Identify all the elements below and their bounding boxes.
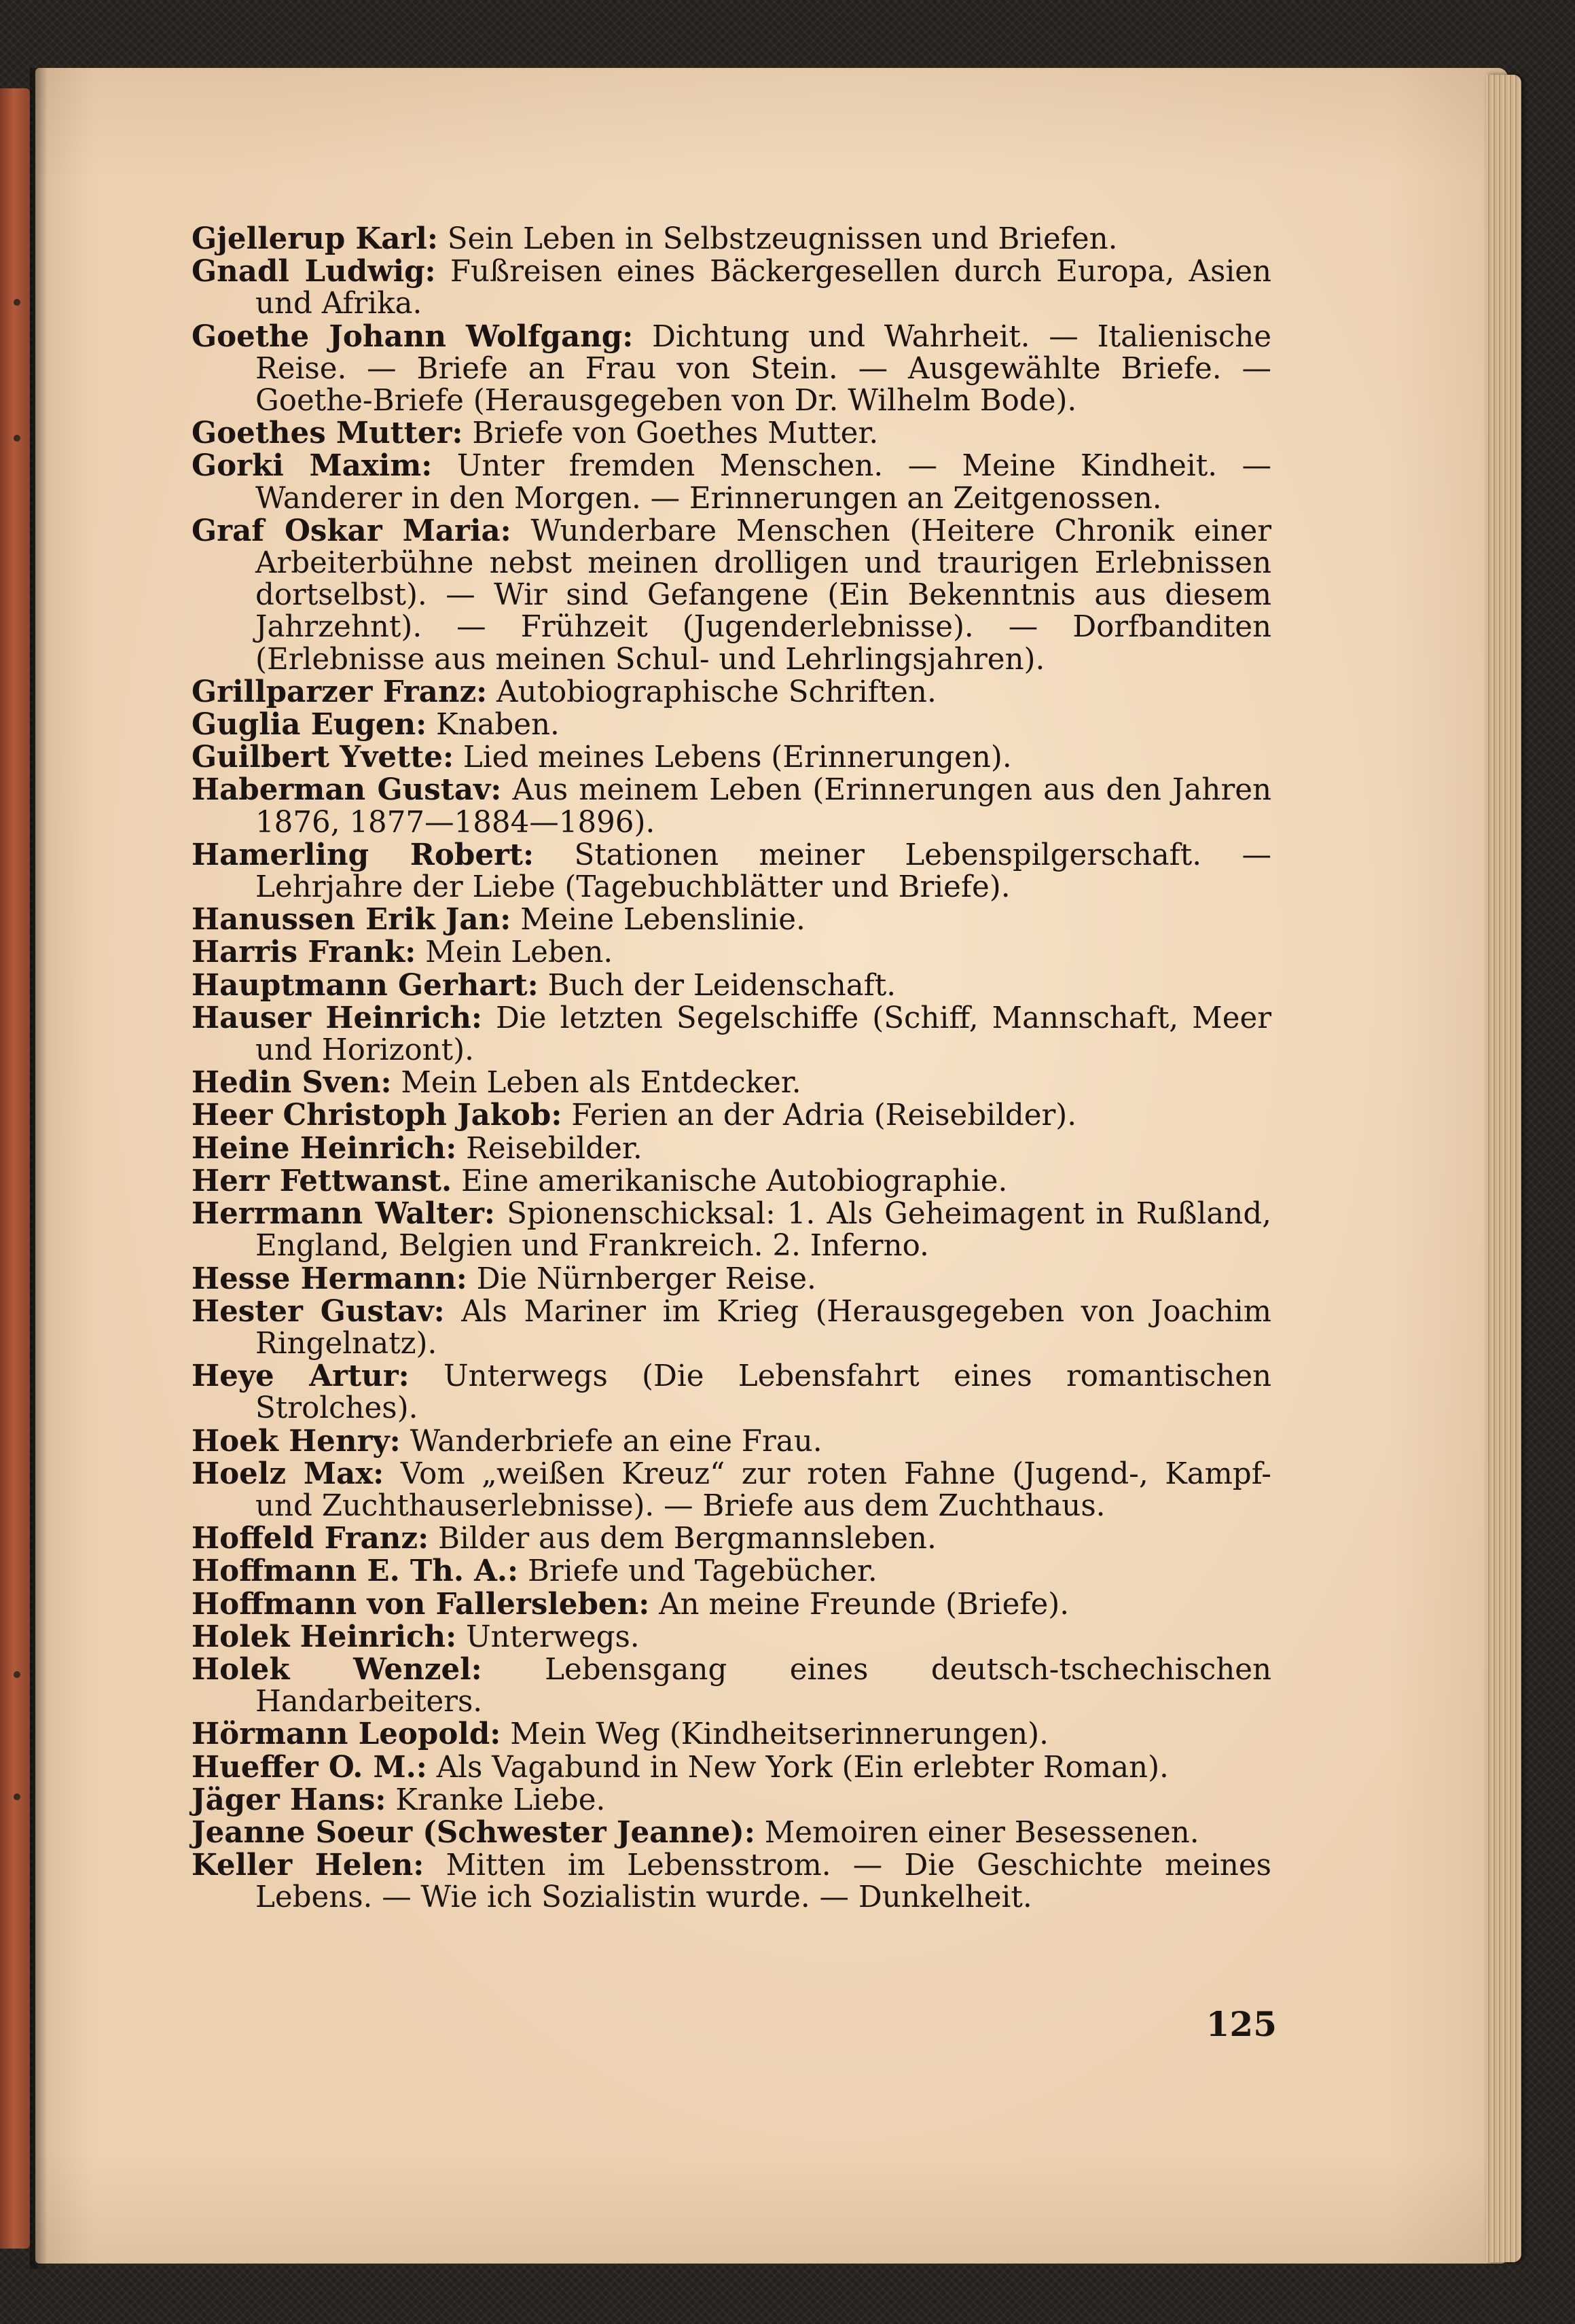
bibliography-entry xyxy=(192,1751,1271,1784)
bibliography-entry xyxy=(192,1588,1271,1621)
entry-works: Briefe von Goethes Mutter. xyxy=(472,416,879,451)
entry-author: Goethes Mutter: xyxy=(192,416,463,451)
entry-author: Guglia Eugen: xyxy=(192,707,427,743)
entry-works: Reisebilder. xyxy=(466,1131,642,1166)
bibliography-entry xyxy=(192,904,1271,936)
page-number: 125 xyxy=(1206,2004,1277,2044)
bibliography-entry xyxy=(192,1099,1271,1132)
entry-author: Hoffmann von Fallersleben: xyxy=(192,1586,650,1622)
entry-author: Goethe Johann Wolfgang: xyxy=(192,319,634,354)
entry-author: Herr Fettwanst. xyxy=(192,1163,452,1198)
bibliography-entry xyxy=(192,417,1271,450)
bibliography-entry xyxy=(192,1784,1271,1817)
entry-works: Sein Leben in Selbstzeugnissen und Briefen. xyxy=(447,222,1118,256)
entry-author: Hester Gustav: xyxy=(192,1293,445,1329)
binding-hole xyxy=(14,435,20,442)
bibliography-entry xyxy=(192,515,1271,676)
entry-author: Hesse Hermann: xyxy=(192,1261,467,1296)
entry-works: Als Vagabund in New York (Ein erlebter Roman). xyxy=(436,1750,1169,1785)
entry-author: Hueffer O. M.: xyxy=(192,1749,427,1785)
entry-works: Unterwegs. xyxy=(465,1620,640,1654)
bibliography-entry xyxy=(192,450,1271,514)
entry-author: Hauser Heinrich: xyxy=(192,1000,482,1035)
entry-author: Hedin Sven: xyxy=(192,1065,392,1101)
binding-hole xyxy=(14,1793,20,1800)
bibliography-entry xyxy=(192,223,1271,255)
entry-works: Die Nürnberger Reise. xyxy=(476,1262,816,1296)
bibliography-entry xyxy=(192,1814,1271,1850)
bibliography-entry xyxy=(192,741,1271,774)
entry-works: An meine Freunde (Briefe). xyxy=(659,1587,1070,1622)
entry-author: Graf Oskar Maria: xyxy=(192,513,511,548)
spine-shadow xyxy=(30,68,48,2269)
entry-author: Heer Christoph Jakob: xyxy=(192,1098,562,1133)
bibliography-list xyxy=(192,223,1271,1914)
bibliography-entry xyxy=(192,1458,1271,1522)
entry-works: Memoiren einer Besessenen. xyxy=(764,1815,1199,1850)
bibliography-entry xyxy=(192,676,1271,709)
entry-author: Hauptmann Gerhart: xyxy=(192,967,539,1003)
bibliography-entry xyxy=(192,1718,1271,1751)
entry-author: Gorki Maxim: xyxy=(192,448,433,484)
entry-works: Autobiographische Schriften. xyxy=(496,675,937,709)
entry-works: Spionenschicksal: 1. Als Geheimagent in Rußland, England, Belgien und Frankreich. 2. Inferno. xyxy=(255,1197,1271,1264)
previous-page-edge xyxy=(0,88,30,2249)
entry-works: Unter fremden Menschen. — Meine Kindheit. — Wanderer in den Morgen. — Erinnerungen an Zeitgenossen. xyxy=(255,449,1271,516)
entry-author: Gnadl Ludwig: xyxy=(192,254,436,289)
entry-author: Haberman Gustav: xyxy=(192,772,502,808)
entry-works: Vom „weißen Kreuz“ zur roten Fahne (Jugend-, Kampf- und Zuchthauserlebnisse). — Briefe aus dem Zuchthaus. xyxy=(255,1456,1271,1523)
bibliography-entry xyxy=(192,1295,1271,1360)
bibliography-entry xyxy=(192,1132,1271,1165)
entry-works: Eine amerikanische Autobiographie. xyxy=(460,1164,1008,1198)
bibliography-entry xyxy=(192,774,1271,838)
page-stack-edge xyxy=(1486,75,1521,2262)
bibliography-entry xyxy=(192,969,1271,1002)
bibliography-entry xyxy=(192,1849,1271,1914)
entry-works: Ferien an der Adria (Reisebilder). xyxy=(571,1098,1077,1133)
entry-works: Lied meines Lebens (Erinnerungen). xyxy=(463,740,1012,775)
entry-author: Holek Heinrich: xyxy=(192,1619,457,1654)
bibliography-entry xyxy=(192,936,1271,969)
entry-author: Jeanne Soeur (Schwester Jeanne): xyxy=(192,1814,755,1850)
entry-works: Dichtung und Wahrheit. — Italienische Reise. — Briefe an Frau von Stein. — Ausgewählte Briefe. — Goethe-Briefe (Herausgegeben von Dr. Wilhelm Bode). xyxy=(255,319,1271,418)
entry-author: Hamerling Robert: xyxy=(192,837,535,872)
bibliography-entry xyxy=(192,1198,1271,1262)
entry-works: Mein Leben. xyxy=(425,935,613,970)
bibliography-entry xyxy=(192,1165,1271,1198)
bibliography-entry xyxy=(192,321,1271,418)
entry-author: Keller Helen: xyxy=(192,1848,424,1883)
entry-author: Harris Frank: xyxy=(192,935,416,970)
entry-author: Jäger Hans: xyxy=(192,1782,386,1817)
bibliography-entry xyxy=(192,1621,1271,1653)
entry-works: Knaben. xyxy=(435,708,560,743)
entry-works: Wunderbare Menschen (Heitere Chronik einer Arbeiterbühne nebst meinen drolligen und traurigen Erlebnissen dortselbst). — Wir sind Gefangene (Ein Bekenntnis aus diesem Jahrzehnt). — Frühzeit (Jugenderlebnisse). — Dorfbanditen (Erlebnisse aus meinen Schul- und Lehrlingsjahren). xyxy=(255,514,1272,677)
entry-author: Herrmann Walter: xyxy=(192,1196,495,1232)
entry-author: Hoffeld Franz: xyxy=(192,1521,429,1556)
entry-works: Buch der Leidenschaft. xyxy=(547,968,897,1003)
entry-author: Grillparzer Franz: xyxy=(192,674,488,709)
entry-author: Guilbert Yvette: xyxy=(192,740,454,775)
entry-author: Heye Artur: xyxy=(192,1359,410,1394)
entry-works: Aus meinem Leben (Erinnerungen aus den Jahren 1876, 1877—1884—1896). xyxy=(255,773,1271,840)
entry-works: Kranke Liebe. xyxy=(395,1783,606,1817)
entry-works: Mein Weg (Kindheitserinnerungen). xyxy=(510,1717,1049,1752)
bibliography-entry xyxy=(192,1067,1271,1099)
entry-works: Wanderbriefe an eine Frau. xyxy=(410,1424,822,1459)
entry-author: Hanussen Erik Jan: xyxy=(192,902,511,937)
bibliography-entry xyxy=(192,1360,1271,1425)
bibliography-entry xyxy=(192,255,1271,320)
bibliography-entry xyxy=(192,1002,1271,1067)
entry-works: Lebensgang eines deutsch-tschechischen Handarbeiters. xyxy=(255,1652,1271,1719)
entry-author: Hoelz Max: xyxy=(192,1456,384,1491)
binding-hole xyxy=(14,1671,20,1678)
entry-author: Hoffmann E. Th. A.: xyxy=(192,1554,519,1589)
bibliography-entry xyxy=(192,709,1271,741)
entry-works: Mein Leben als Entdecker. xyxy=(401,1066,801,1101)
entry-works: Meine Lebenslinie. xyxy=(520,903,805,937)
entry-author: Holek Wenzel: xyxy=(192,1651,482,1687)
bibliography-entry xyxy=(192,1522,1271,1555)
entry-author: Gjellerup Karl: xyxy=(192,221,438,256)
entry-author: Hoek Henry: xyxy=(192,1423,401,1459)
entry-works: Unterwegs (Die Lebensfahrt eines romantischen Strolches). xyxy=(255,1359,1271,1426)
entry-works: Briefe und Tagebücher. xyxy=(527,1554,877,1589)
bibliography-entry xyxy=(192,839,1271,904)
entry-works: Als Mariner im Krieg (Herausgegeben von Joachim Ringelnatz). xyxy=(255,1294,1271,1361)
entry-works: Stationen meiner Lebenspilgerschaft. — Lehrjahre der Liebe (Tagebuchblätter und Briefe). xyxy=(255,838,1271,905)
entry-works: Mitten im Lebensstrom. — Die Geschichte meines Lebens. — Wie ich Sozialistin wurde. — Dunkelheit. xyxy=(255,1848,1271,1915)
bibliography-entry xyxy=(192,1653,1271,1718)
entry-works: Die letzten Segelschiffe (Schiff, Mannschaft, Meer und Horizont). xyxy=(255,1001,1272,1068)
entry-works: Bilder aus dem Bergmannsleben. xyxy=(438,1522,937,1556)
bibliography-entry xyxy=(192,1555,1271,1588)
bibliography-entry xyxy=(192,1425,1271,1458)
entry-author: Heine Heinrich: xyxy=(192,1130,457,1166)
binding-hole xyxy=(14,299,20,306)
bibliography-entry xyxy=(192,1263,1271,1295)
entry-works: Fußreisen eines Bäckergesellen durch Europa, Asien und Afrika. xyxy=(255,255,1271,321)
entry-author: Hörmann Leopold: xyxy=(192,1717,501,1752)
